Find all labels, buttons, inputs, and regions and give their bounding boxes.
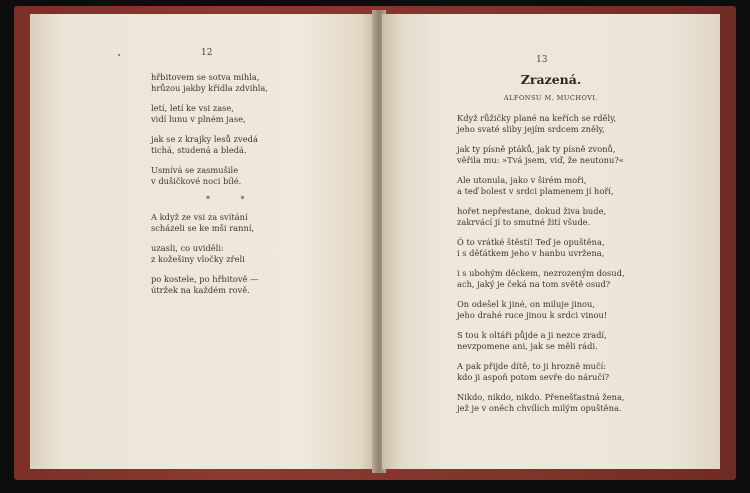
verse-line: scházeli se ke mši ranní, (151, 223, 255, 233)
left-page-text (151, 72, 268, 305)
verse-line: hořet nepřestane, dokud živa bude, (457, 206, 607, 216)
stanza (457, 175, 625, 197)
stanza (457, 330, 625, 352)
verse-line: Nikdo, nikdo, nikdo. Přenešťastná žena, (457, 392, 625, 402)
verse-line: On odešel k jiné, on miluje jinou, (457, 299, 596, 309)
verse-line: kdo ji aspoň potom sevře do náručí? (457, 372, 610, 382)
paper-speck (118, 54, 120, 56)
right-page (382, 14, 720, 469)
verse-line: nevzpomene ani, jak se měli rádi. (457, 341, 598, 351)
stanza (457, 361, 625, 383)
verse-line: tichá, studená a bledá. (151, 145, 247, 155)
verse-line: jeho svaté sliby jejím srdcem zněly, (457, 124, 605, 134)
right-page-text (457, 113, 625, 423)
verse-line: uzasli, co uviděli: (151, 243, 224, 253)
verse-line: i s ubohým děckem, nezrozeným dosud, (457, 268, 625, 278)
verse-line: Ale utonula, jako v širém moři, (457, 175, 587, 185)
stanza (151, 165, 268, 187)
stanza (457, 392, 625, 414)
stanza (457, 113, 625, 135)
verse-line: útržek na každém rově. (151, 285, 250, 295)
stanza (151, 103, 268, 125)
verse-line: A pak přijde dítě, to ji hrozně mučí: (457, 361, 607, 371)
verse-line: jak ty písně ptáků, jak ty písně zvonů, (457, 144, 616, 154)
verse-line: i s děťátkem jeho v hanbu uvržena, (457, 248, 605, 258)
verse-line: A když ze vsi za svítání (151, 212, 248, 222)
stanza (151, 212, 268, 234)
verse-line: vidí lunu v plném jase, (151, 114, 246, 124)
left-page-number: 12 (201, 48, 213, 58)
verse-line: zakrvácí jí to smutné žití všude. (457, 217, 591, 227)
verse-line: hrůzou jakby křídla zdvihla, (151, 83, 268, 93)
stanza (457, 268, 625, 290)
verse-line: jak se z krajky lesů zvedá (151, 134, 258, 144)
poem-title: Zrazená. (520, 72, 582, 87)
verse-line: a teď bolest v srdci plamenem jí hoří, (457, 186, 614, 196)
section-divider-stars: * * (206, 195, 259, 204)
verse-line: po kostele, po hřbitově — (151, 274, 259, 284)
stanza (151, 243, 268, 265)
left-page (30, 14, 374, 469)
stanza (457, 237, 625, 259)
right-page-number: 13 (536, 55, 548, 65)
verse-line: z kožešiny vločky zřeli (151, 254, 245, 264)
verse-line: Usmívá se zasmušile (151, 165, 239, 175)
stanza (457, 144, 625, 166)
verse-line: Když růžičky plané na keřích se rděly, (457, 113, 617, 123)
verse-line: S tou k oltáři půjde a ji nezce zradí, (457, 330, 607, 340)
verse-line: ach, jaký je čeká na tom světě osud? (457, 279, 611, 289)
verse-line: jež je v oněch chvílích milým opuštěna. (457, 403, 622, 413)
stanza (151, 274, 268, 296)
stanza (151, 72, 268, 94)
poem-dedication: ALFONSU M. MUCHOVI. (503, 94, 599, 102)
verse-line: hřbitovem se sotva mihla, (151, 72, 260, 82)
stanza (457, 299, 625, 321)
verse-line: Ó to vrátké štěstí! Teď je opuštěna, (457, 237, 605, 247)
stanza (151, 134, 268, 156)
stanza (457, 206, 625, 228)
verse-line: jeho drahé ruce jinou k srdci vinou! (457, 310, 608, 320)
verse-line: v dušičkové noci bílé. (151, 176, 242, 186)
verse-line: věřila mu: »Tvá jsem, viď, že neutonu?« (457, 155, 624, 165)
verse-line: letí, letí ke vsi zase, (151, 103, 234, 113)
